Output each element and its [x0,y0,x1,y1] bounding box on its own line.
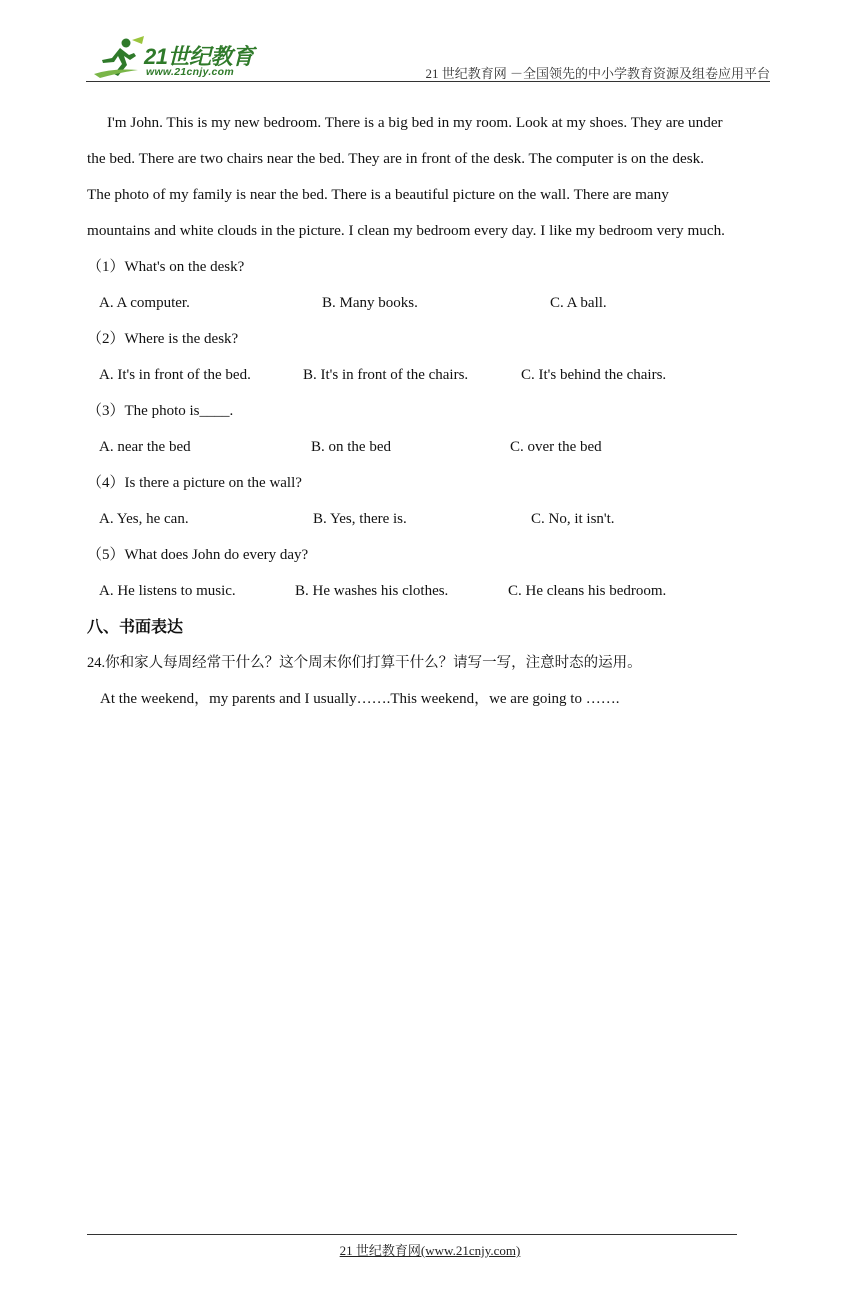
page-header [86,34,770,84]
footer-link[interactable]: 21 世纪教育网(www.21cnjy.com) [339,1243,521,1258]
site-logo[interactable] [92,34,262,80]
writing-starter: At the weekend，my parents and I usually…….This weekend，we are going to ……. [100,691,620,707]
question-stem: （5）What does John do every day? [87,547,309,563]
question-stem: （2）Where is the desk? [87,331,239,347]
option-b[interactable]: B. It's in front of the chairs. [303,367,469,383]
option-a[interactable]: A. Yes, he can. [99,511,189,527]
question-options [87,501,771,537]
footer-divider [87,1234,737,1235]
passage-line: The photo of my family is near the bed. There is a beautiful picture on the wall. There are many [87,186,669,203]
option-b[interactable]: B. on the bed [311,439,391,455]
question-options [87,429,771,465]
question-stem: （4）Is there a picture on the wall? [87,475,302,491]
header-tagline: 21 世纪教育网 －全国领先的中小学教育资源及组卷应用平台 [425,66,770,81]
question-stem: （3）The photo is____. [87,403,234,419]
question-options [87,573,771,609]
option-a[interactable]: A. A computer. [99,295,190,311]
option-b[interactable]: B. Many books. [322,295,418,311]
reading-passage [87,105,771,249]
option-c[interactable]: C. He cleans his bedroom. [508,583,667,599]
option-c[interactable]: C. It's behind the chairs. [521,367,667,383]
section-title: 八、书面表达 [87,617,184,636]
option-b[interactable]: B. He washes his clothes. [295,583,449,599]
option-b[interactable]: B. Yes, there is. [313,511,407,527]
running-figure-icon [92,34,148,80]
option-c[interactable]: C. No, it isn't. [531,511,615,527]
writing-prompt: 24.你和家人每周经常干什么？这个周末你们打算干什么？请写一写，注意时态的运用。 [87,655,642,671]
question-options [87,285,771,321]
passage-line: mountains and white clouds in the picture. I clean my bedroom every day. I like my bedroom very much. [87,222,725,239]
option-a[interactable]: A. near the bed [99,439,191,455]
option-a[interactable]: A. It's in front of the bed. [99,367,251,383]
logo-url: www.21cnjy.com [146,66,235,78]
passage-line: I'm John. This is my new bedroom. There is a big bed in my room. Look at my shoes. They are under [107,114,723,131]
passage-line: the bed. There are two chairs near the bed. They are in front of the desk. The computer is on the desk. [87,150,704,167]
option-c[interactable]: C. A ball. [550,295,607,311]
option-c[interactable]: C. over the bed [510,439,602,455]
question-stem: （1）What's on the desk? [87,259,245,275]
header-divider [86,81,770,82]
page-content [87,105,771,717]
logo-text: 21世纪教育 [144,44,254,69]
question-options [87,357,771,393]
option-a[interactable]: A. He listens to music. [99,583,236,599]
